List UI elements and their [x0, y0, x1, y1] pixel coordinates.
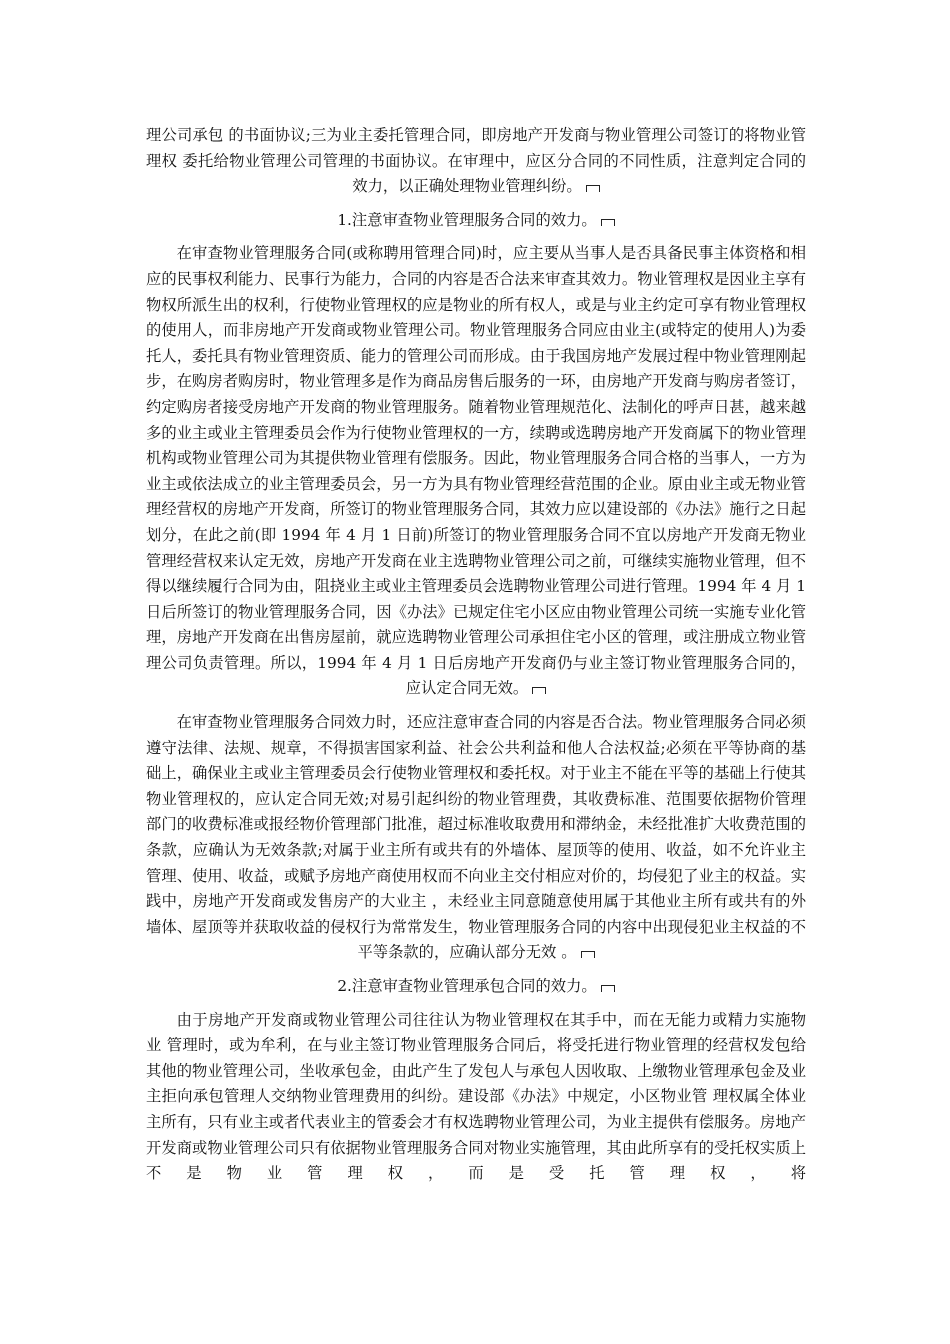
paragraph-text: 由于房地产开发商或物业管理公司往往认为物业管理权在其手中，而在无能力或精力实施物 业 管理时，或为牟利，在与业主签订物业管理服务合同后，将受托进行物业管理的经营权发包给其他的物业管理公司，坐收承包金，由此产生了发包人与承包人因收取、上缴物业管理承包金及业主拒向承包管理人交纳物业管理费用的纠纷。建设部《办法》中规定，小区物业管 理权属全体业主所有，只有业主或者代表业主的管委会才有权选聘物业管理公司，为业主提供有偿服务。房地产开发商或物业管理公司只有依据物业管理服务合同对物业实施管理，其由此所享有的受托权实质上不是物业管理权，而是受托管理权，将 — [146, 1010, 806, 1183]
paragraph-service-contract-validity — [146, 241, 806, 702]
paragraph-text: 理公司承包 的书面协议;三为业主委托管理合同，即房地产开发商与物业管理公司签订的将物业管理权 委托给物业管理公司管理的书面协议。在审理中，应区分合同的不同性质，注意判定合同的效力，以正确处理物业管理纠纷。 — [146, 126, 806, 196]
paragraph-intro — [146, 123, 806, 200]
paragraph-contract-content-legality — [146, 710, 806, 966]
paragraph-text: 在审查物业管理服务合同效力时，还应注意审查合同的内容是否合法。物业管理服务合同必须遵守法律、法规、规章，不得损害国家利益、社会公共利益和他人合法权益;必须在平等协商的基础上，确保业主或业主管理委员会行使物业管理权和委托权。对于业主不能在平等的基础上行使其物业管理权的，应认定合同无效;对易引起纠纷的物业管理费，其收费标准、范围要依据物价管理部门的收费标准或报经物价管理部门批准，超过标准收取费用和滞纳金，未经批准扩大收费范围的条款，应确认为无效条款;对属于业主所有或共有的外墙体、屋顶等的使用、收益，如不允许业主管理、使用、收益，或赋予房地产商使用权而不向业主交付相应对价的，均侵犯了业主的权益。实践中，房地产开发商或发售房产的大业主 ，未经业主同意随意使用属于其他业主所有或共有的外墙体、屋顶等并获取收益的侵权行为常常发生，物业管理服务合同的内容中出现侵犯业主权益的不平等条款的，应确认部分无效 。 — [146, 713, 806, 962]
paragraph-mark-icon — [581, 951, 595, 958]
heading-text: 1.注意审查物业管理服务合同的效力。 — [337, 210, 597, 229]
paragraph-text: 在审查物业管理服务合同(或称聘用管理合同)时，应主要从当事人是否具备民事主体资格和相应的民事权利能力、民事行为能力，合同的内容是否合法来审查其效力。物业管理权是因业主享有物权所派生出的权利，行使物业管理权的应是物业的所有权人，或是与业主约定可享有物业管理权的使用人，而非房地产开发商或物业管理公司。物业管理服务合同应由业主(或特定的使用人)为委托人，委托具有物业管理资质、能力的管理公司而形成。由于我国房地产发展过程中物业管理刚起步，在购房者购房时，物业管理多是作为商品房售后服务的一环，由房地产开发商与购房者签订，约定购房者接受房地产开发商的物业管理服务。随着物业管理规范化、法制化的呼声日甚，越来越多的业主或业主管理委员会作为行使物业管理权的一方，续聘或选聘房地产开发商属下的物业管理机构或物业管理公司为其提供物业管理有偿服务。因此，物业管理服务合同合格的当事人，一方为业主或依法成立的业主管理委员会，另一方为具有物业管理经营范围的企业。原由业主或无物业管理经营权的房地产开发商，所签订的物业管理服务合同，其效力应以建设部的《办法》施行之日起划分，在此之前(即 1994 年 4 月 1 日前)所签订的物业管理服务合同不宜以房地产开发商无物业 管理经营权来认定无效，房地产开发商在业主选聘物业管理公司之前，可继续实施物业管理，但不得以继续履行合同为由，阻挠业主或业主管理委员会选聘物业管理公司进行管理。1994 年 4 月 1 日后所签订的物业管理服务合同，因《办法》已规定住宅小区应由物业管理公司统一实施专业化管理，房地产开发商在出售房屋前，就应选聘物业管理公司承担住宅小区的管理，或注册成立物业管理公司负责管理。所以，1994 年 4 月 1 日后房地产开发商仍与业主签订物业管理服务合同的，应认定合同无效。 — [146, 244, 806, 698]
paragraph-mark-icon — [586, 185, 600, 192]
paragraph-mark-icon — [532, 687, 546, 694]
section-heading-1 — [146, 208, 806, 234]
heading-text: 2.注意审查物业管理承包合同的效力。 — [337, 977, 597, 995]
document-page — [146, 123, 806, 1195]
paragraph-mark-icon — [601, 219, 615, 226]
paragraph-mark-icon — [601, 985, 615, 992]
section-heading-2 — [146, 974, 806, 1000]
paragraph-contracting-contract — [146, 1008, 806, 1187]
